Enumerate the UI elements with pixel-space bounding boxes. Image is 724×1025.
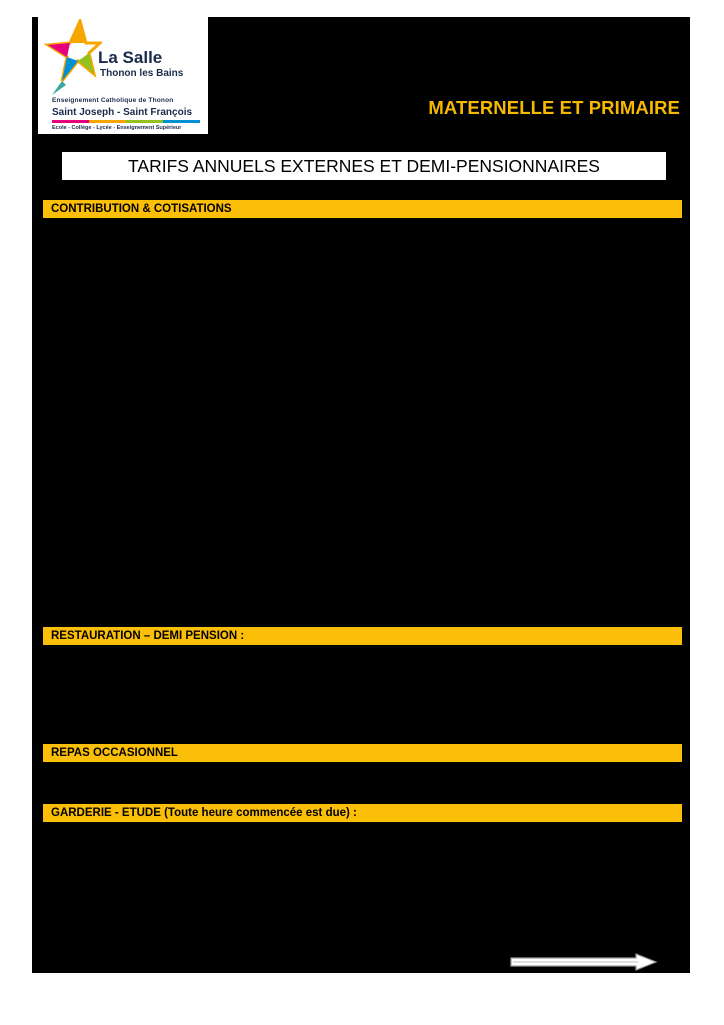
logo-levels: Ecole - Collège - Lycée - Enseignement Supérieur xyxy=(52,125,182,131)
logo-color-bar xyxy=(52,120,200,123)
next-page-arrow-icon[interactable] xyxy=(510,953,658,971)
logo-city: Thonon les Bains xyxy=(100,68,184,79)
section-header-repas-occasionnel: REPAS OCCASIONNEL xyxy=(43,744,682,762)
section-title: MATERNELLE ET PRIMAIRE xyxy=(428,97,680,118)
section-header-restauration: RESTAURATION – DEMI PENSION : xyxy=(43,627,682,645)
school-logo xyxy=(38,17,208,134)
star-logo-icon xyxy=(42,19,102,97)
page-title: TARIFS ANNUELS EXTERNES ET DEMI-PENSIONNAIRES xyxy=(62,152,666,180)
logo-brand: La Salle xyxy=(98,48,163,67)
logo-subtitle: Enseignement Catholique de Thonon xyxy=(52,97,174,104)
logo-schools: Saint Joseph - Saint François xyxy=(52,107,193,118)
section-header-garderie: GARDERIE - ETUDE (Toute heure commencée est due) : xyxy=(43,804,682,822)
section-header-contribution: CONTRIBUTION & COTISATIONS xyxy=(43,200,682,218)
